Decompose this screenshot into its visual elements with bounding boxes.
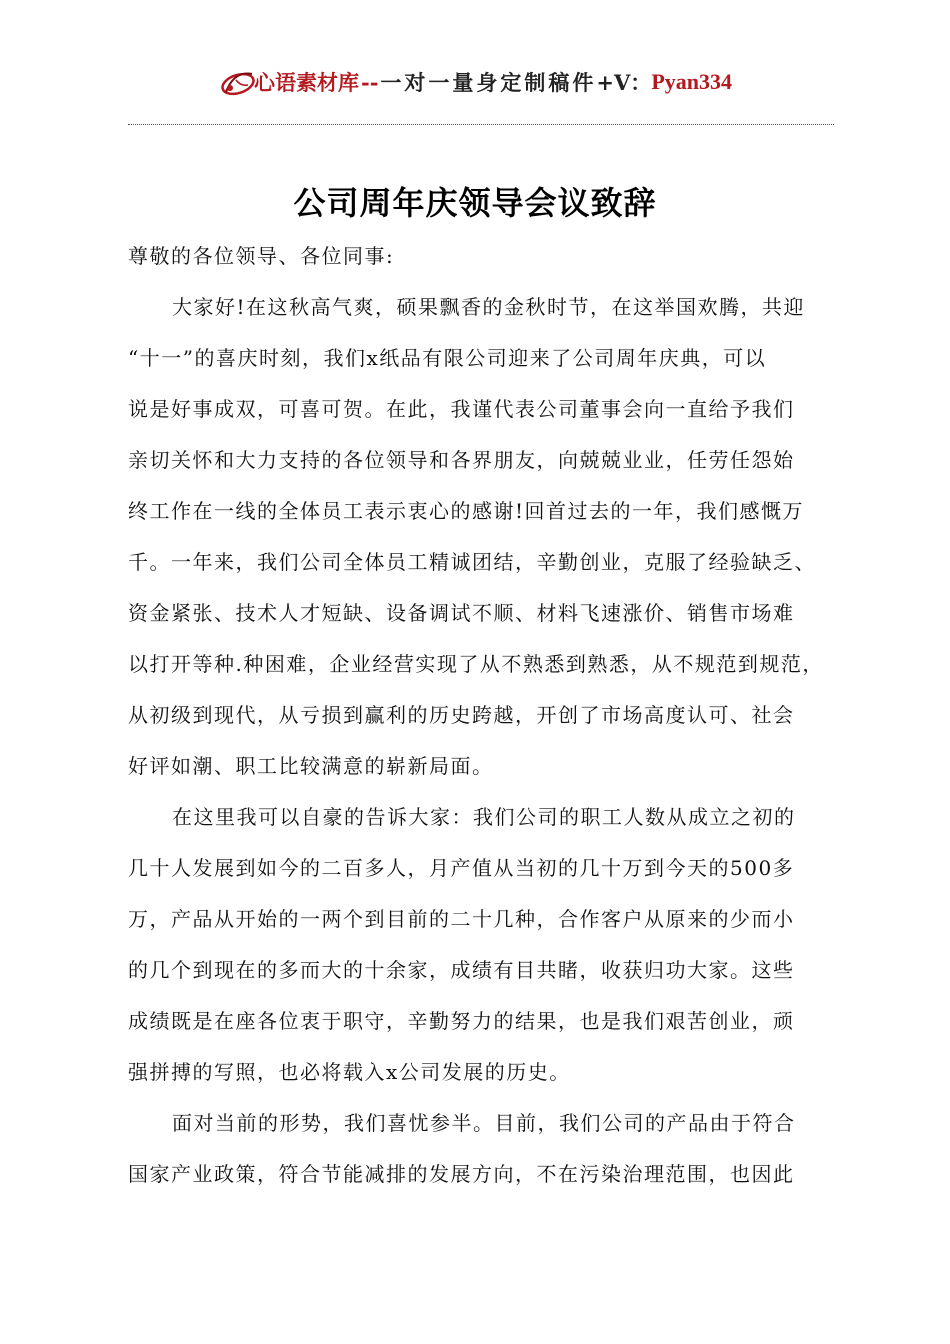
text-line: 国家产业政策，符合节能减排的发展方向，不在污染治理范围，也因此 <box>128 1162 795 1186</box>
text-line: 说是好事成双，可喜可贺。在此，我谨代表公司董事会向一直给予我们 <box>128 397 795 421</box>
document-title: 公司周年庆领导会议致辞 <box>293 184 657 222</box>
text-line: 成绩既是在座各位衷于职守，辛勤努力的结果，也是我们艰苦创业，顽 <box>128 1009 795 1033</box>
header-banner <box>218 65 732 99</box>
text-line: “十一”的喜庆时刻，我们x纸品有限公司迎来了公司周年庆典，可以 <box>128 346 767 370</box>
document-greeting: 尊敬的各位领导、各位同事: <box>128 244 395 268</box>
paragraph-2 <box>128 800 840 1106</box>
document-body <box>128 290 840 1208</box>
text-line: 大家好!在这秋高气爽，硕果飘香的金秋时节，在这举国欢腾，共迎 <box>172 295 806 319</box>
text-line: 万，产品从开始的一两个到目前的二十几种，合作客户从原来的少而小 <box>128 907 795 931</box>
text-line: 亲切关怀和大力支持的各位领导和各界朋友，向兢兢业业，任劳任怨始 <box>128 448 795 472</box>
text-line: 千。一年来，我们公司全体员工精诚团结，辛勤创业，克服了经验缺乏、 <box>128 550 816 574</box>
header-divider <box>128 124 834 125</box>
contact-label: +V： <box>596 70 652 95</box>
paragraph-1 <box>128 290 840 800</box>
paragraph-3 <box>128 1106 840 1208</box>
header-slogan: 一对一量身定制稿件 <box>380 70 597 95</box>
brand-name: 心语素材库 <box>253 70 359 95</box>
contact-id: Pyan334 <box>651 69 732 94</box>
text-line: 好评如潮、职工比较满意的崭新局面。 <box>128 754 494 778</box>
text-line: 强拼搏的写照，也必将载入x公司发展的历史。 <box>128 1060 571 1084</box>
page-header <box>0 62 950 102</box>
text-line: 以打开等种.种困难，企业经营实现了从不熟悉到熟悉，从不规范到规范， <box>128 652 824 676</box>
text-line: 的几个到现在的多而大的十余家，成绩有目共睹，收获归功大家。这些 <box>128 958 795 982</box>
text-line: 从初级到现代，从亏损到赢利的历史跨越，开创了市场高度认可、社会 <box>128 703 795 727</box>
text-line: 面对当前的形势，我们喜忧参半。目前，我们公司的产品由于符合 <box>172 1111 796 1135</box>
header-separator: -- <box>360 69 379 95</box>
brand-logo-icon <box>218 66 258 100</box>
text-line: 终工作在一线的全体员工表示衷心的感谢!回首过去的一年，我们感慨万 <box>128 499 805 523</box>
text-line: 资金紧张、技术人才短缺、设备调试不顺、材料飞速涨价、销售市场难 <box>128 601 795 625</box>
text-line: 在这里我可以自豪的告诉大家：我们公司的职工人数从成立之初的 <box>172 805 796 829</box>
text-line: 几十人发展到如今的二百多人，月产值从当初的几十万到今天的500多 <box>128 856 795 880</box>
